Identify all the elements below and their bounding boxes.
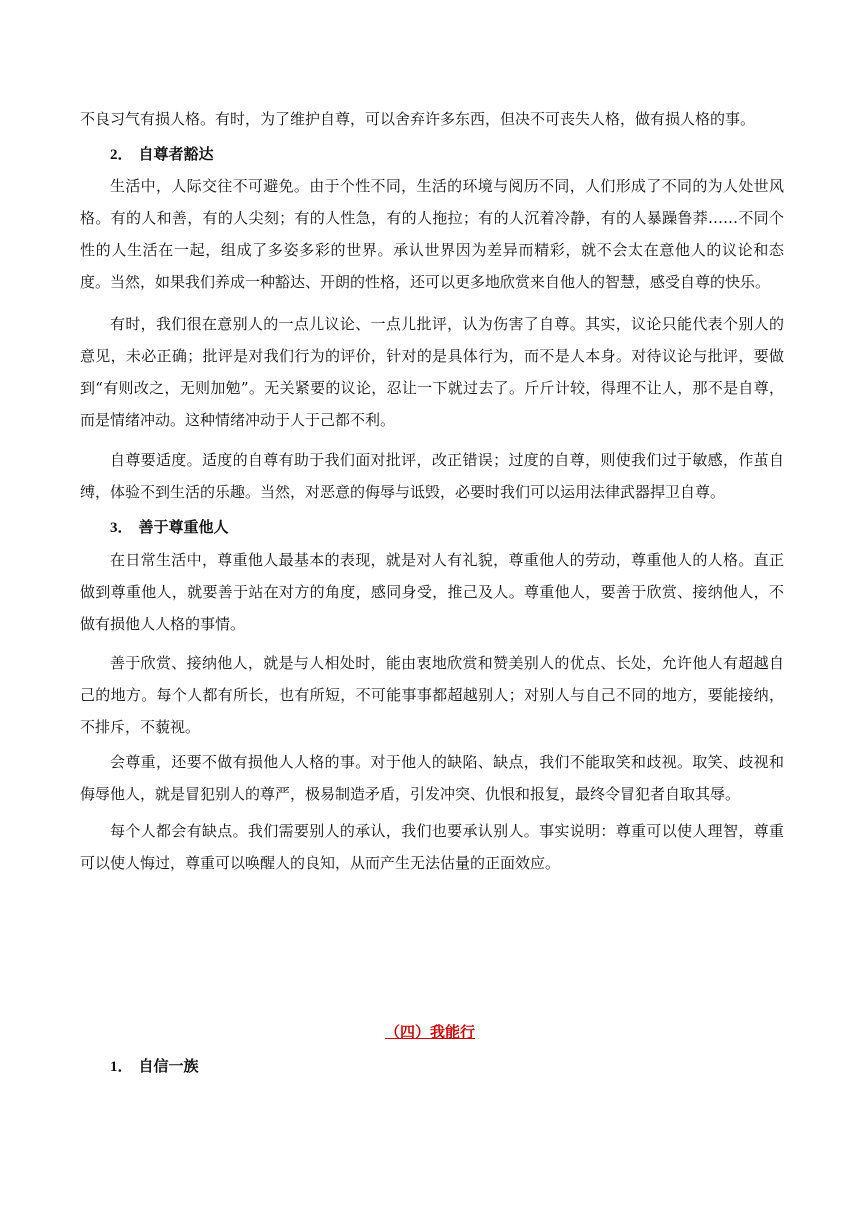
heading-text: 自尊者豁达	[138, 145, 214, 163]
paragraph: 自尊要适度。适度的自尊有助于我们面对批评，改正错误；过度的自尊，则使我们过于敏感，作茧自缚，体验不到生活的乐趣。当然，对恶意的侮辱与诋毁，必要时我们可以运用法律武器捍卫自尊。	[80, 451, 784, 501]
paragraph: 有时，我们很在意别人的一点儿议论、一点儿批评，认为伤害了自尊。其实，议论只能代表个别人的意见，未必正确；批评是对我们行为的评价，针对的是具体行为，而不是人本身。对待议论与批评，要做到“有则改之，无则加勉”。无关紧要的议论，忍让一下就过去了。斤斤计较，得理不让人，那不是自尊，而是情绪冲动。这种情绪冲动于人于己都不利。	[80, 315, 784, 429]
heading-text: 自信一族	[138, 1057, 199, 1075]
paragraph: 生活中，人际交往不可避免。由于个性不同，生活的环境与阅历不同，人们形成了不同的为人处世风格。有的人和善，有的人尖刻；有的人性急，有的人拖拉；有的人沉着冷静，有的人暴躁鲁莽……不同个性的人生活在一起，组成了多姿多彩的世界。承认世界因为差异而精彩，就不会太在意他人的议论和态度。当然，如果我们养成一种豁达、开朗的性格，还可以更多地欣赏来自他人的智慧，感受自尊的快乐。	[80, 177, 784, 291]
heading-confidence	[110, 1050, 199, 1083]
heading-self-respect-open-minded	[110, 138, 214, 171]
heading-respect-others	[110, 511, 229, 544]
heading-text: 善于尊重他人	[138, 518, 229, 536]
paragraph: 善于欣赏、接纳他人，就是与人相处时，能由衷地欣赏和赞美别人的优点、长处，允许他人有超越自己的地方。每个人都有所长，也有所短，不可能事事都超越别人；对别人与自己不同的地方，要能接纳，不排斥，不藐视。	[80, 654, 784, 736]
paragraph: 每个人都会有缺点。我们需要别人的承认，我们也要承认别人。事实说明：尊重可以使人理智，尊重可以使人悔过，尊重可以唤醒人的良知，从而产生无法估量的正面效应。	[80, 822, 784, 872]
paragraph: 会尊重，还要不做有损他人人格的事。对于他人的缺陷、缺点，我们不能取笑和歧视。取笑、歧视和侮辱他人，就是冒犯别人的尊严，极易制造矛盾，引发冲突、仇恨和报复，最终令冒犯者自取其辱。	[80, 753, 784, 803]
heading-number: 3．	[110, 520, 133, 536]
paragraph: 在日常生活中，尊重他人最基本的表现，就是对人有礼貌，尊重他人的劳动，尊重他人的人格。直正做到尊重他人，就要善于站在对方的角度，感同身受，推己及人。尊重他人，要善于欣赏、接纳他人，不做有损他人人格的事情。	[80, 551, 784, 633]
heading-number: 1．	[110, 1059, 133, 1075]
heading-number: 2．	[110, 147, 133, 163]
section-title: （四）我能行	[384, 1023, 475, 1041]
paragraph: 不良习气有损人格。有时，为了维护自尊，可以舍弃许多东西，但决不可丧失人格，做有损人格的事。	[80, 110, 756, 128]
